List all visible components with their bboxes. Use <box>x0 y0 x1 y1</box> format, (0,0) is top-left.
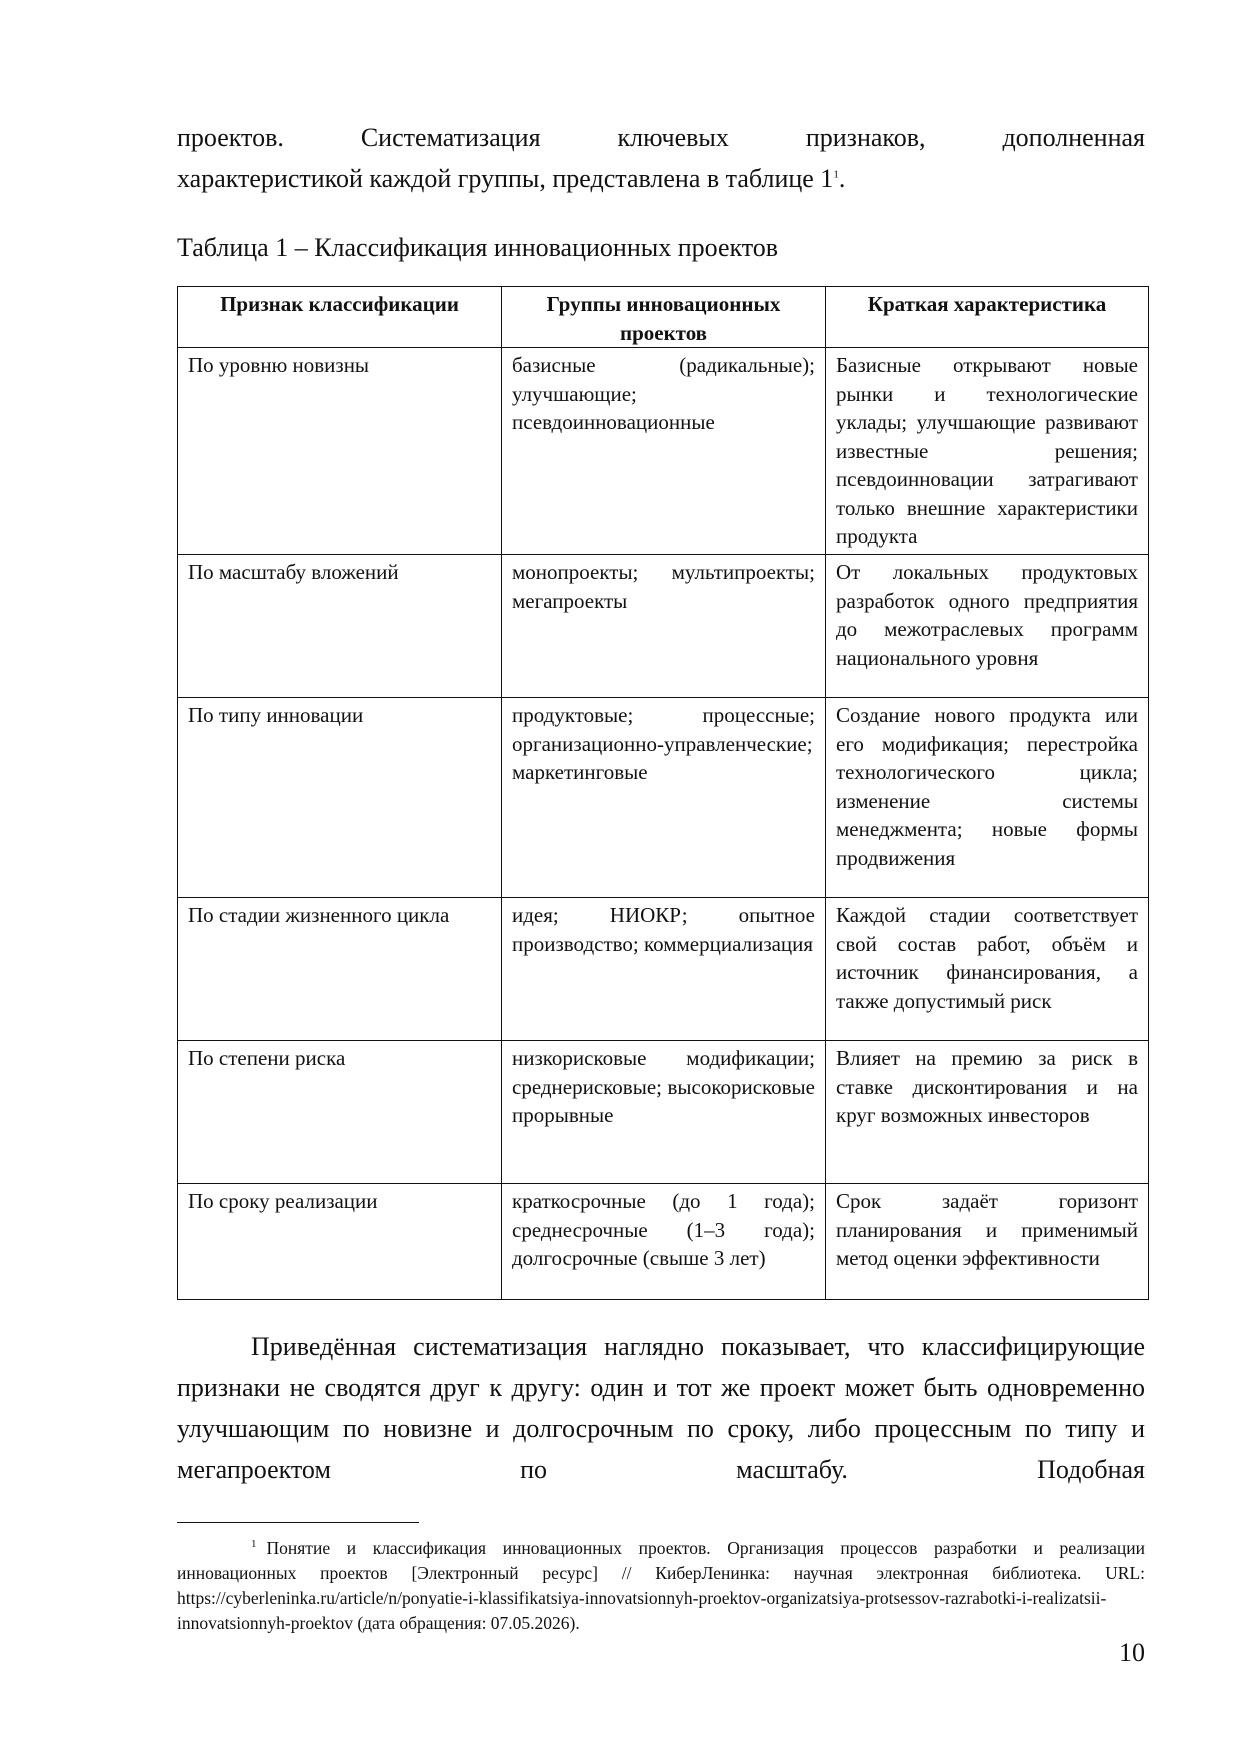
footnote <box>177 1536 1145 1636</box>
intro-paragraph <box>177 117 1145 199</box>
intro-line-2 <box>177 158 1145 199</box>
table-row <box>178 698 1149 898</box>
table-row <box>178 898 1149 1041</box>
description-cell: От локальных продуктовых разработок одного предприятия до межотраслевых программ национального уровня <box>826 555 1149 698</box>
criterion-cell: По стадии жизненного цикла <box>178 898 502 1041</box>
groups-cell: идея; НИОКР; опытное производство; коммерциализация <box>502 898 826 1041</box>
conclusion-text: Приведённая систематизация наглядно показывает, что классифицирующие признаки не сводятся друг к другу: один и тот же проект может быть одновременно улучшающим по новизне и долгосрочным по сроку, либо процессным по типу и мегапроектом по масштабу. Подобная <box>177 1332 1145 1484</box>
footnote-text: Понятие и классификация инновационных проектов. Организация процессов разработки и реализации инновационных проектов [Электронный ресурс] // КиберЛенинка: научная электронная библиотека. URL: https://cyberleninka.ru/article/n/ponyatie-i-klassifikatsiya-innovatsionnyh-proektov-organizatsiya-protsessov-razrabotki-i-realizatsii-innovatsionnyh-proektov (дата обращения: 07.05.2026). <box>177 1538 1145 1633</box>
table-row <box>178 1041 1149 1184</box>
header-criterion: Признак классификации <box>178 287 502 348</box>
intro-line-2-end: . <box>838 164 846 193</box>
description-cell: Базисные открывают новые рынки и технологические уклады; улучшающие развивают известные решения; псевдоинновации затрагивают только внешние характеристики продукта <box>826 348 1149 555</box>
groups-cell: краткосрочные (до 1 года); среднесрочные (1–3 года); долгосрочные (свыше 3 лет) <box>502 1184 826 1300</box>
criterion-cell: По типу инновации <box>178 698 502 898</box>
groups-cell: продуктовые; процессные; организационно-управленческие; маркетинговые <box>502 698 826 898</box>
criterion-cell: По сроку реализации <box>178 1184 502 1300</box>
conclusion-paragraph <box>177 1326 1145 1490</box>
groups-cell: низкорисковые модификации; среднерисковые; высокорисковые прорывные <box>502 1041 826 1184</box>
groups-cell: базисные (радикальные); улучшающие; псевдоинновационные <box>502 348 826 555</box>
footnote-separator <box>177 1522 419 1523</box>
table-row <box>178 348 1149 555</box>
classification-table <box>177 286 1149 1300</box>
criterion-cell: По степени риска <box>178 1041 502 1184</box>
table-row <box>178 555 1149 698</box>
header-groups: Группы инновационных проектов <box>502 287 826 348</box>
description-cell: Каждой стадии соответствует свой состав работ, объём и источник финансирования, а также допустимый риск <box>826 898 1149 1041</box>
table-header-row <box>178 287 1149 348</box>
footnote-reference[interactable]: 1 <box>833 168 839 181</box>
description-cell: Срок задаёт горизонт планирования и применимый метод оценки эффективности <box>826 1184 1149 1300</box>
page-number: 10 <box>1119 1638 1145 1667</box>
intro-line-1: проектов. Систематизация ключевых признаков, дополненная <box>177 123 1145 152</box>
criterion-cell: По масштабу вложений <box>178 555 502 698</box>
table-caption: Таблица 1 – Классификация инновационных проектов <box>177 233 779 262</box>
criterion-cell: По уровню новизны <box>178 348 502 555</box>
description-cell: Влияет на премию за риск в ставке дисконтирования и на круг возможных инвесторов <box>826 1041 1149 1184</box>
description-cell: Создание нового продукта или его модификация; перестройка технологического цикла; изменение системы менеджмента; новые формы продвижения <box>826 698 1149 898</box>
groups-cell: монопроекты; мультипроекты; мегапроекты <box>502 555 826 698</box>
footnote-mark: 1 <box>251 1538 257 1551</box>
table-row <box>178 1184 1149 1300</box>
intro-line-2-text: характеристикой каждой группы, представлена в таблице 1 <box>177 164 834 193</box>
header-description: Краткая характеристика <box>826 287 1149 348</box>
